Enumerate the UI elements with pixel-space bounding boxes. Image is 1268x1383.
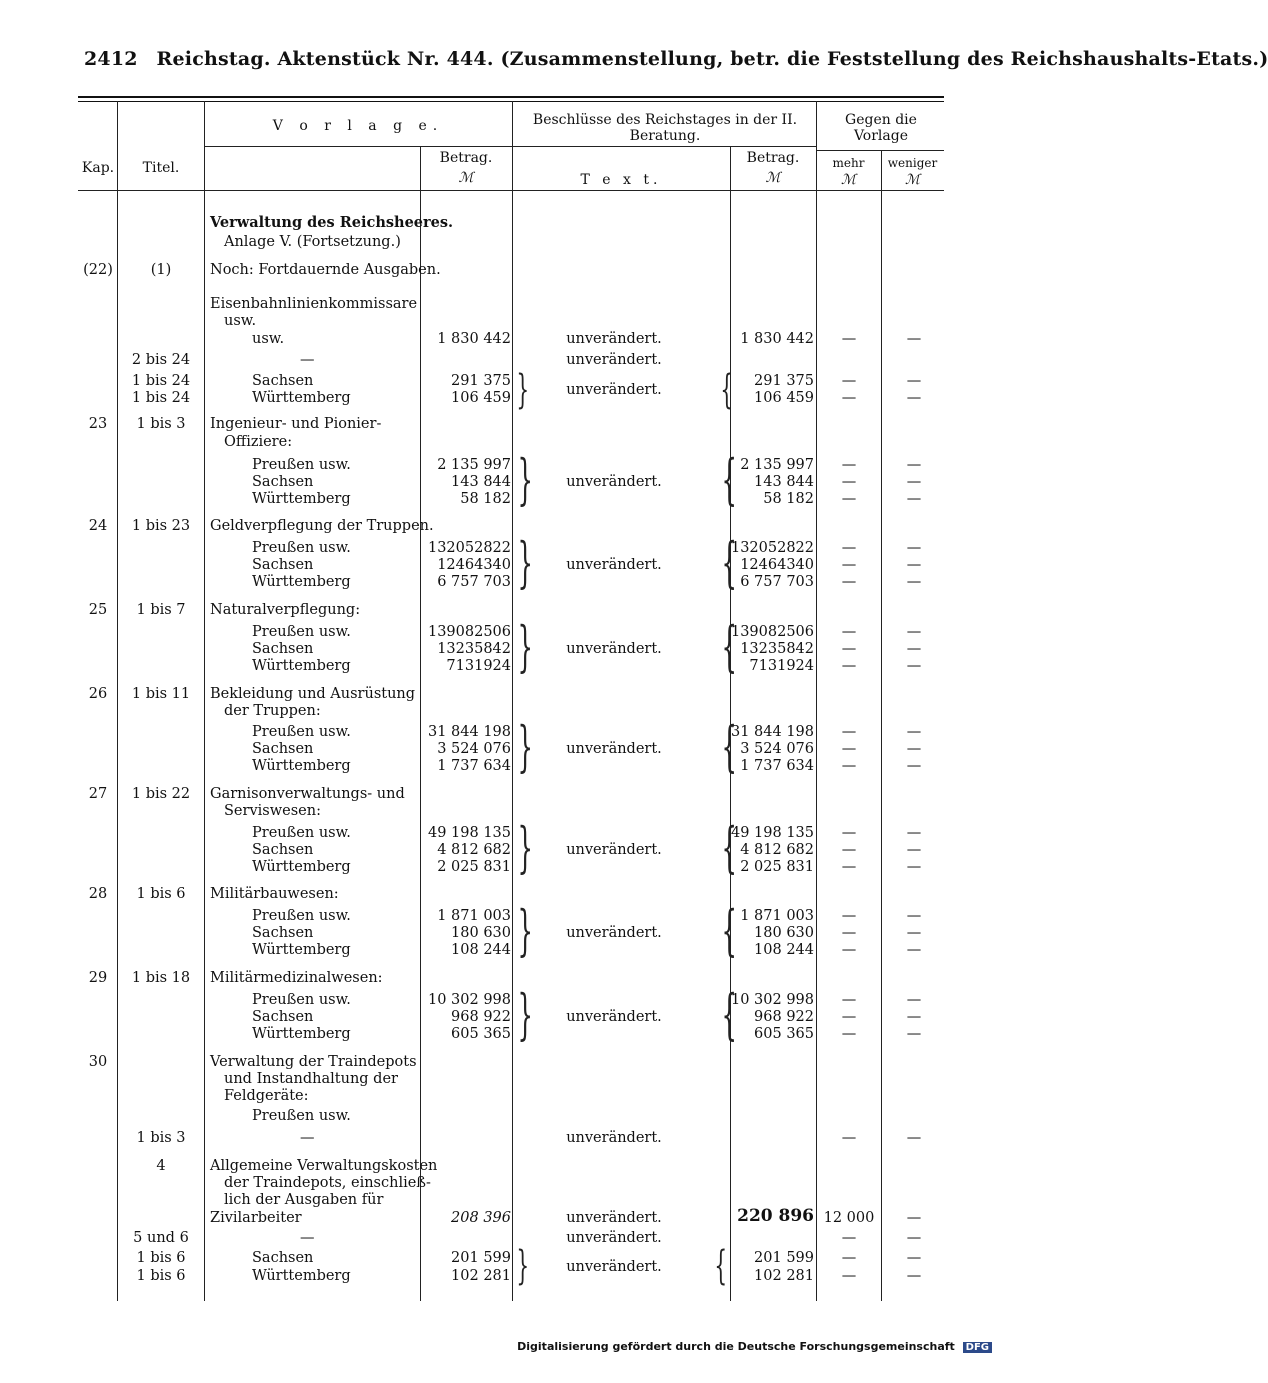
dash-cell: — xyxy=(841,457,857,473)
row-text: Serviswesen: xyxy=(224,803,321,819)
titel-cell: 1 bis 22 xyxy=(131,786,191,802)
left-brace: { xyxy=(721,615,737,678)
betrag-heading: Betrag. xyxy=(439,150,493,166)
dash-cell: — xyxy=(841,474,857,490)
dash-cell: — xyxy=(906,540,922,556)
betrag2-cell: 968 922 xyxy=(754,1009,814,1025)
titel-cell: 1 bis 3 xyxy=(136,1130,186,1146)
dash-cell: — xyxy=(841,925,857,941)
header-divider xyxy=(816,150,944,151)
titel-cell: 1 bis 6 xyxy=(136,1250,186,1266)
titel-cell: 1 bis 6 xyxy=(136,886,186,902)
betrag-cell: 180 630 xyxy=(451,925,511,941)
weniger-unit: ℳ xyxy=(905,172,920,188)
row-text: Offiziere: xyxy=(224,434,293,450)
dash-cell: — xyxy=(906,1230,922,1246)
gegen-heading: Gegen die Vorlage xyxy=(845,112,917,144)
titel-cell: 4 xyxy=(156,1158,166,1174)
betrag-cell: 968 922 xyxy=(451,1009,511,1025)
dash-cell: — xyxy=(841,1009,857,1025)
row-text: Sachsen xyxy=(252,557,314,573)
noch-label: Noch: Fortdauernde Ausgaben. xyxy=(210,262,441,278)
kap-cell: 24 xyxy=(88,518,108,534)
dash-cell: — xyxy=(906,724,922,740)
dash-cell: — xyxy=(906,390,922,406)
right-brace: } xyxy=(517,715,533,778)
footer-text: Digitalisierung gefördert durch die Deutsche Forschungsgemeinschaft xyxy=(517,1340,955,1353)
dfg-logo: DFG xyxy=(963,1342,992,1353)
status-cell: unverändert. xyxy=(566,474,662,490)
betrag2-cell: 143 844 xyxy=(754,474,814,490)
betrag2-cell: 180 630 xyxy=(754,925,814,941)
page-header xyxy=(84,48,1268,70)
header-bottom-rule xyxy=(78,190,944,191)
dash-cell: — xyxy=(841,491,857,507)
betrag-cell: 4 812 682 xyxy=(437,842,511,858)
dash-cell: — xyxy=(906,992,922,1008)
dash-cell: — xyxy=(906,1026,922,1042)
dash-cell: — xyxy=(841,1026,857,1042)
dash-cell: — xyxy=(906,1210,922,1226)
row-text: Preußen usw. xyxy=(252,992,351,1008)
betrag2-cell: 10 302 998 xyxy=(730,992,814,1008)
dash-cell: — xyxy=(841,758,857,774)
betrag2-cell: 1 737 634 xyxy=(740,758,814,774)
betrag-cell: 106 459 xyxy=(451,390,511,406)
top-rule xyxy=(78,96,944,98)
dash-cell: — xyxy=(906,373,922,389)
betrag2-cell: 605 365 xyxy=(754,1026,814,1042)
row-text: Feldgeräte: xyxy=(224,1088,309,1104)
dash-cell: — xyxy=(906,457,922,473)
dash-cell: — xyxy=(906,842,922,858)
betrag2-cell: 6 757 703 xyxy=(740,574,814,590)
status-cell: unverändert. xyxy=(566,842,662,858)
betrag-cell: 605 365 xyxy=(451,1026,511,1042)
dash-cell: — xyxy=(841,373,857,389)
betrag-cell: 208 396 xyxy=(451,1210,511,1226)
titel-cell: 1 bis 24 xyxy=(131,390,191,406)
betrag-unit: ℳ xyxy=(458,170,474,186)
mehr-unit: ℳ xyxy=(841,172,856,188)
header-divider xyxy=(204,146,512,147)
titel-cell: 1 bis 24 xyxy=(131,373,191,389)
row-text: Allgemeine Verwaltungskosten xyxy=(210,1158,438,1174)
betrag2-cell: 4 812 682 xyxy=(740,842,814,858)
dash-cell: — xyxy=(841,641,857,657)
dash-cell: — xyxy=(906,331,922,347)
betrag2-cell: 49 198 135 xyxy=(730,825,814,841)
row-text: Preußen usw. xyxy=(252,624,351,640)
dash-cell: — xyxy=(906,574,922,590)
row-text: Preußen usw. xyxy=(252,724,351,740)
dash-cell: — xyxy=(906,908,922,924)
dash-cell: — xyxy=(906,658,922,674)
dash-cell: — xyxy=(841,908,857,924)
col-divider xyxy=(512,101,513,1301)
row-text: Württemberg xyxy=(252,491,351,507)
kap-cell: 30 xyxy=(88,1054,108,1070)
row-text: und Instandhaltung der xyxy=(224,1071,398,1087)
right-brace: } xyxy=(517,983,533,1046)
betrag-cell: 13235842 xyxy=(437,641,511,657)
betrag2-cell: 1 871 003 xyxy=(740,908,814,924)
beschluesse-heading: Beschlüsse des Reichstages in der II. Beratung. xyxy=(532,112,798,144)
row-text: Württemberg xyxy=(252,390,351,406)
left-brace: { xyxy=(720,367,734,413)
betrag2-cell: 13235842 xyxy=(740,641,814,657)
col-divider xyxy=(881,150,882,1301)
mehr-cell: 12 000 xyxy=(823,1210,875,1226)
betrag2-heading: Betrag. xyxy=(746,150,800,166)
betrag-cell: 291 375 xyxy=(451,373,511,389)
row-text: Zivilarbeiter xyxy=(210,1210,302,1226)
kap-heading: Kap. xyxy=(81,160,115,176)
betrag-cell: 10 302 998 xyxy=(427,992,511,1008)
left-brace: { xyxy=(721,448,737,511)
betrag2-cell: 132052822 xyxy=(730,540,814,556)
dash-cell: — xyxy=(906,641,922,657)
row-text: der Truppen: xyxy=(224,703,321,719)
row-text: Sachsen xyxy=(252,373,314,389)
row-text: Naturalverpflegung: xyxy=(210,602,361,618)
betrag-cell: 31 844 198 xyxy=(427,724,511,740)
right-brace: } xyxy=(517,899,533,962)
dash-cell: — xyxy=(841,331,857,347)
betrag2-cell: 3 524 076 xyxy=(740,741,814,757)
betrag2-cell: 31 844 198 xyxy=(730,724,814,740)
row-text: Württemberg xyxy=(252,942,351,958)
row-text: Sachsen xyxy=(252,474,314,490)
col-divider xyxy=(204,101,205,1301)
betrag2-cell: 12464340 xyxy=(740,557,814,573)
betrag-cell: 1 871 003 xyxy=(437,908,511,924)
titel-cell: 1 bis 6 xyxy=(136,1268,186,1284)
status-cell: unverändert. xyxy=(566,331,662,347)
row-text: Sachsen xyxy=(252,1009,314,1025)
row-text: Sachsen xyxy=(252,925,314,941)
row-text: Ingenieur- und Pionier- xyxy=(210,416,382,432)
titel-cell: (1) xyxy=(150,262,172,278)
dash-cell: — xyxy=(906,474,922,490)
dash-cell: — xyxy=(841,557,857,573)
status-cell: unverändert. xyxy=(566,1009,662,1025)
right-brace: } xyxy=(516,367,530,413)
dash-cell: — xyxy=(841,574,857,590)
row-text: Sachsen xyxy=(252,842,314,858)
right-brace: } xyxy=(517,816,533,879)
right-brace: } xyxy=(517,531,533,594)
row-text: lich der Ausgaben für xyxy=(224,1192,384,1208)
status-cell: unverändert. xyxy=(566,641,662,657)
row-text: Württemberg xyxy=(252,1026,351,1042)
left-brace: { xyxy=(721,899,737,962)
row-text: Sachsen xyxy=(252,1250,314,1266)
betrag-cell: 1 830 442 xyxy=(437,331,511,347)
status-cell: unverändert. xyxy=(566,382,662,398)
status-cell: unverändert. xyxy=(566,741,662,757)
row-text: Württemberg xyxy=(252,1268,351,1284)
betrag2-cell: 58 182 xyxy=(763,491,814,507)
dash-cell: — xyxy=(841,741,857,757)
row-text: Bekleidung und Ausrüstung xyxy=(210,686,416,702)
header-divider xyxy=(512,146,816,147)
top-rule-thin xyxy=(78,101,944,102)
dash-cell: — xyxy=(906,859,922,875)
left-brace: { xyxy=(721,715,737,778)
kap-cell: 23 xyxy=(88,416,108,432)
kap-cell: 25 xyxy=(88,602,108,618)
betrag2-unit: ℳ xyxy=(765,170,781,186)
dash-cell: — xyxy=(906,491,922,507)
dash-cell: — xyxy=(841,658,857,674)
kap-cell: 27 xyxy=(88,786,108,802)
dash-cell: — xyxy=(906,942,922,958)
row-text: — xyxy=(300,352,315,368)
dash-cell: — xyxy=(906,758,922,774)
betrag2-cell: 139082506 xyxy=(730,624,814,640)
titel-heading: Titel. xyxy=(142,160,180,176)
betrag-cell: 102 281 xyxy=(451,1268,511,1284)
left-brace: { xyxy=(721,816,737,879)
dash-cell: — xyxy=(841,942,857,958)
titel-cell: 1 bis 23 xyxy=(131,518,191,534)
betrag-cell: 139082506 xyxy=(427,624,511,640)
dash-cell: — xyxy=(841,859,857,875)
right-brace: } xyxy=(517,448,533,511)
row-text: Eisenbahnlinienkommissare xyxy=(210,296,418,312)
betrag-cell: 12464340 xyxy=(437,557,511,573)
dash-cell: — xyxy=(906,1130,922,1146)
kap-cell: 29 xyxy=(88,970,108,986)
row-text: Sachsen xyxy=(252,641,314,657)
row-text: Geldverpflegung der Truppen. xyxy=(210,518,434,534)
dash-cell: — xyxy=(906,624,922,640)
betrag-cell: 49 198 135 xyxy=(427,825,511,841)
betrag-cell: 132052822 xyxy=(427,540,511,556)
status-cell: unverändert. xyxy=(566,1259,662,1275)
row-text: Sachsen xyxy=(252,741,314,757)
status-cell: unverändert. xyxy=(566,925,662,941)
dash-cell: — xyxy=(841,1250,857,1266)
status-cell: unverändert. xyxy=(566,352,662,368)
dash-cell: — xyxy=(906,557,922,573)
betrag2-cell: 220 896 xyxy=(737,1206,814,1226)
row-text: Garnisonverwaltungs- und xyxy=(210,786,405,802)
betrag2-cell: 108 244 xyxy=(754,942,814,958)
betrag2-cell: 2 135 997 xyxy=(740,457,814,473)
row-text: Württemberg xyxy=(252,574,351,590)
row-text: der Traindepots, einschließ- xyxy=(224,1175,431,1191)
row-text: Preußen usw. xyxy=(252,540,351,556)
section-title: Verwaltung des Reichsheeres. xyxy=(210,214,454,231)
row-text: Militärmedizinalwesen: xyxy=(210,970,383,986)
titel-cell: 1 bis 11 xyxy=(131,686,191,702)
dash-cell: — xyxy=(841,724,857,740)
dash-cell: — xyxy=(841,842,857,858)
vorlage-heading: V o r l a g e. xyxy=(272,118,444,134)
betrag-cell: 2 025 831 xyxy=(437,859,511,875)
betrag2-cell: 7131924 xyxy=(749,658,814,674)
betrag2-cell: 291 375 xyxy=(754,373,814,389)
col-divider xyxy=(816,101,817,1301)
status-cell: unverändert. xyxy=(566,1130,662,1146)
betrag2-cell: 201 599 xyxy=(754,1250,814,1266)
row-text: — xyxy=(300,1230,315,1246)
left-brace: { xyxy=(714,1243,728,1289)
row-text: — xyxy=(300,1130,315,1146)
dash-cell: — xyxy=(906,741,922,757)
betrag-cell: 3 524 076 xyxy=(437,741,511,757)
dash-cell: — xyxy=(841,1230,857,1246)
dash-cell: — xyxy=(841,1268,857,1284)
page-title: Reichstag. Aktenstück Nr. 444. (Zusammenstellung, betr. die Feststellung des Reichshaushalts-Etats.) xyxy=(156,48,1268,70)
row-text: usw. xyxy=(224,313,257,329)
dash-cell: — xyxy=(841,825,857,841)
digitization-footer xyxy=(517,1340,992,1353)
dash-cell: — xyxy=(906,825,922,841)
row-text: Württemberg xyxy=(252,658,351,674)
dash-cell: — xyxy=(841,390,857,406)
row-text: Preußen usw. xyxy=(252,825,351,841)
page-number: 2412 xyxy=(84,48,138,70)
kap-cell: 28 xyxy=(88,886,108,902)
betrag2-cell: 2 025 831 xyxy=(740,859,814,875)
dash-cell: — xyxy=(906,925,922,941)
mehr-heading: mehr xyxy=(832,156,865,170)
right-brace: } xyxy=(517,615,533,678)
titel-cell: 1 bis 7 xyxy=(136,602,186,618)
betrag-cell: 108 244 xyxy=(451,942,511,958)
dash-cell: — xyxy=(841,1130,857,1146)
kap-cell: (22) xyxy=(83,262,113,278)
titel-cell: 5 und 6 xyxy=(133,1230,189,1246)
betrag2-cell: 102 281 xyxy=(754,1268,814,1284)
row-text: Preußen usw. xyxy=(252,457,351,473)
section-anlage: Anlage V. (Fortsetzung.) xyxy=(224,234,401,250)
status-cell: unverändert. xyxy=(566,557,662,573)
dash-cell: — xyxy=(906,1009,922,1025)
row-text: Militärbauwesen: xyxy=(210,886,339,902)
row-text: Preußen usw. xyxy=(252,1108,351,1124)
betrag-cell: 1 737 634 xyxy=(437,758,511,774)
titel-cell: 1 bis 18 xyxy=(131,970,191,986)
betrag-cell: 6 757 703 xyxy=(437,574,511,590)
dash-cell: — xyxy=(906,1268,922,1284)
betrag-cell: 143 844 xyxy=(451,474,511,490)
weniger-heading: weniger xyxy=(887,156,938,170)
kap-cell: 26 xyxy=(88,686,108,702)
betrag-cell: 7131924 xyxy=(446,658,511,674)
betrag2-cell: 106 459 xyxy=(754,390,814,406)
row-text: Preußen usw. xyxy=(252,908,351,924)
titel-cell: 2 bis 24 xyxy=(131,352,191,368)
left-brace: { xyxy=(721,983,737,1046)
betrag-cell: 201 599 xyxy=(451,1250,511,1266)
titel-cell: 1 bis 3 xyxy=(136,416,186,432)
row-text: Württemberg xyxy=(252,859,351,875)
dash-cell: — xyxy=(906,1250,922,1266)
dash-cell: — xyxy=(841,992,857,1008)
status-cell: unverändert. xyxy=(566,1230,662,1246)
betrag2-cell: 1 830 442 xyxy=(740,331,814,347)
row-text: Württemberg xyxy=(252,758,351,774)
text-heading: T e x t. xyxy=(580,172,662,188)
betrag-cell: 2 135 997 xyxy=(437,457,511,473)
row-text: usw. xyxy=(252,331,285,347)
status-cell: unverändert. xyxy=(566,1210,662,1226)
dash-cell: — xyxy=(841,540,857,556)
betrag-cell: 58 182 xyxy=(460,491,511,507)
right-brace: } xyxy=(516,1243,530,1289)
row-text: Verwaltung der Traindepots xyxy=(210,1054,417,1070)
left-brace: { xyxy=(721,531,737,594)
dash-cell: — xyxy=(841,624,857,640)
